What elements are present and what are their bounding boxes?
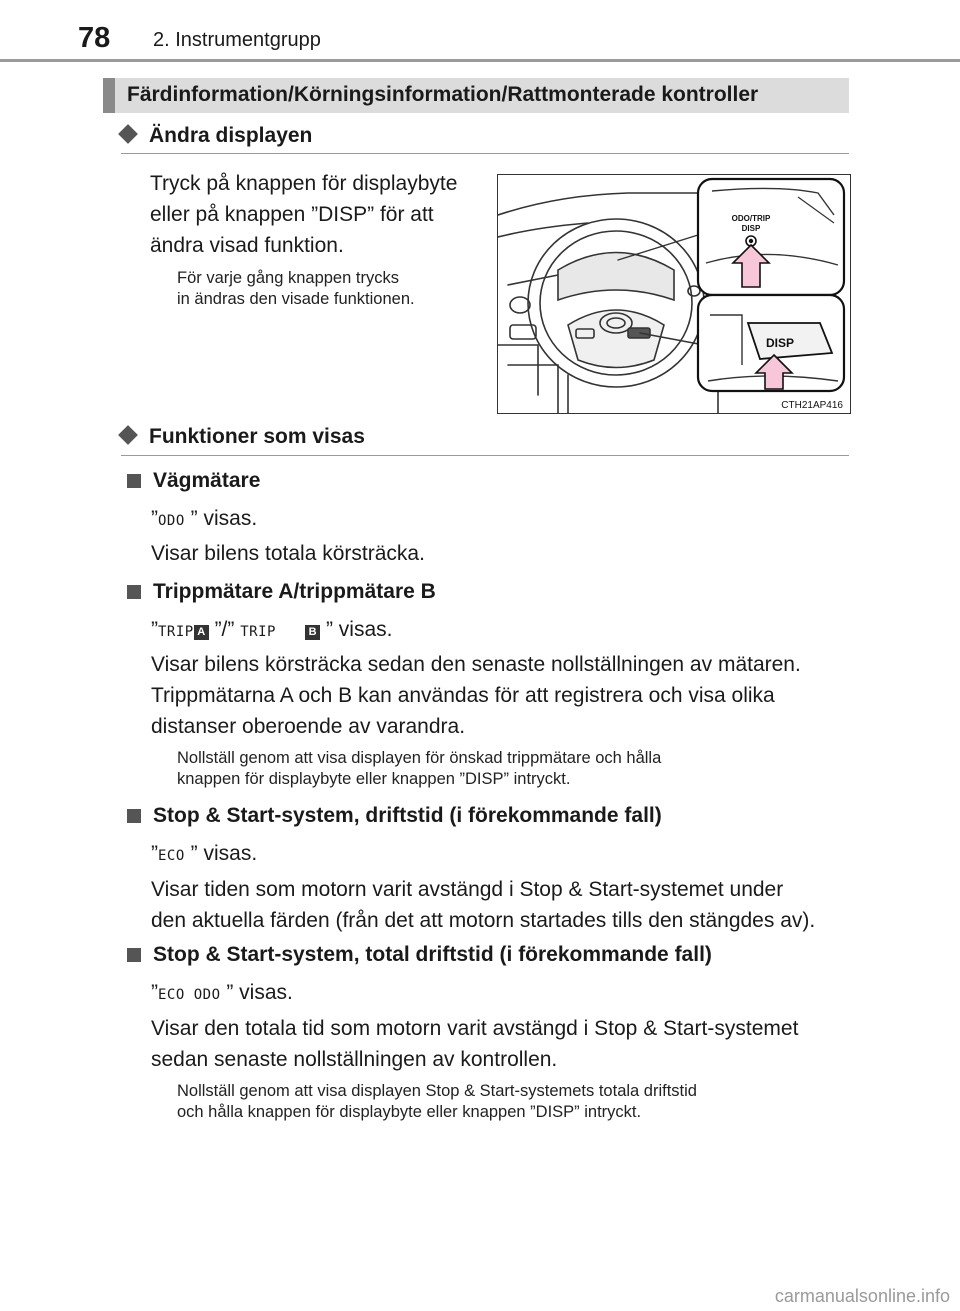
figure-code: CTH21AP416: [781, 400, 843, 411]
zoom-box-odo-trip: [698, 179, 844, 295]
body-line: Visar bilens körsträcka sedan den senaste nollställningen av mätaren.: [151, 653, 801, 676]
eco-odo-shown: ”ECO ODO ” visas.: [151, 981, 293, 1004]
body-line: sedan senaste nollställningen av kontrollen.: [151, 1048, 558, 1071]
body-line: ändra visad funktion.: [150, 234, 344, 257]
item-odometer: [127, 469, 260, 493]
shown-text: ” visas.: [325, 618, 393, 641]
chapter-title: 2. Instrumentgrupp: [153, 29, 321, 51]
subheading-text: Funktioner som visas: [149, 425, 365, 448]
trip-a-glyph: TRIP: [158, 624, 194, 640]
body-line: Visar tiden som motorn varit avstängd i Stop & Start-systemet under: [151, 878, 784, 901]
body-line: distanser oberoende av varandra.: [151, 715, 466, 738]
change-display-text: [150, 168, 478, 261]
body-line: Trippmätarna A och B kan användas för att registrera och visa olika: [151, 684, 775, 707]
steering-wheel-illustration: [497, 174, 851, 414]
eco-odo-glyph: ECO ODO: [158, 987, 221, 1003]
eco-odo-note: [177, 1081, 841, 1123]
note-line: knappen för displaybyte eller knappen ”DISP” intryckt.: [177, 770, 571, 788]
tripmeter-shown: ”TRIP A ”/” TRIP B ” visas.: [151, 618, 393, 641]
watermark: carmanualsonline.info: [774, 1286, 950, 1306]
body-line: den aktuella färden (från det att motorn startades tills den stängdes av).: [151, 909, 816, 932]
change-display-note: [177, 268, 478, 310]
note-line: och hålla knappen för displaybyte eller knappen ”DISP” intryckt.: [177, 1103, 642, 1121]
diamond-bullet-icon: [118, 124, 138, 144]
body-line: eller på knappen ”DISP” för att: [150, 203, 434, 226]
square-bullet-icon: [127, 585, 141, 599]
item-title: Vägmätare: [153, 469, 261, 492]
square-bullet-icon: [127, 809, 141, 823]
note-line: Nollställ genom att visa displayen Stop & Start-systemets totala driftstid: [177, 1082, 697, 1100]
section-title-bar: [103, 78, 849, 113]
section-bar-marker: [103, 78, 115, 113]
section-title: Färdinformation/Körningsinformation/Rattmonterade kontroller: [127, 83, 759, 106]
item-title: Trippmätare A/trippmätare B: [153, 580, 436, 603]
item-eco-total-runtime: [127, 943, 712, 967]
trip-b-glyph: TRIP: [240, 624, 276, 640]
shown-text: ” visas.: [190, 507, 258, 530]
header-divider: [0, 59, 960, 62]
note-line: Nollställ genom att visa displayen för önskad trippmätare och hålla: [177, 749, 662, 767]
body-line: Tryck på knappen för displaybyte: [150, 172, 458, 195]
subheading-text: Ändra displayen: [149, 124, 313, 147]
odometer-desc: Visar bilens totala körsträcka.: [151, 542, 425, 565]
steering-wheel-drawing: [498, 175, 850, 413]
body-line: Visar den totala tid som motorn varit avstängd i Stop & Start-systemet: [151, 1017, 799, 1040]
subheading-rule: [121, 153, 849, 154]
trip-a-badge: A: [194, 625, 209, 640]
tripmeter-desc: [151, 649, 851, 742]
diamond-bullet-icon: [118, 425, 138, 445]
eco-glyph: ECO: [158, 848, 185, 864]
odo-glyph: ODO: [158, 513, 185, 529]
odo-trip-label: ODO/TRIP: [731, 214, 771, 223]
separator-text: ”/”: [214, 618, 235, 641]
shown-text: ” visas.: [226, 981, 293, 1004]
subheading-functions: [121, 425, 365, 449]
disp-label-top: DISP: [741, 224, 761, 233]
item-title: Stop & Start-system, driftstid (i förekommande fall): [153, 804, 662, 827]
subheading-change-display: [121, 124, 312, 148]
eco-desc: [151, 874, 851, 936]
shown-text: ” visas.: [190, 842, 258, 865]
tripmeter-note: [177, 748, 841, 790]
eco-odo-desc: [151, 1013, 851, 1075]
square-bullet-icon: [127, 474, 141, 488]
note-line: För varje gång knappen trycks: [177, 269, 399, 287]
square-bullet-icon: [127, 948, 141, 962]
note-line: in ändras den visade funktionen.: [177, 290, 415, 308]
trip-b-badge: B: [305, 625, 320, 640]
disp-button-label: DISP: [765, 336, 795, 350]
zoom-box-disp: [698, 295, 844, 391]
eco-shown: ”ECO ” visas.: [151, 842, 258, 865]
item-tripmeter: [127, 580, 436, 604]
page-number: 78: [78, 22, 111, 54]
subheading-rule: [121, 455, 849, 456]
item-title: Stop & Start-system, total driftstid (i förekommande fall): [153, 943, 712, 966]
item-eco-runtime: [127, 804, 662, 828]
odometer-shown: ”ODO ” visas.: [151, 507, 258, 530]
